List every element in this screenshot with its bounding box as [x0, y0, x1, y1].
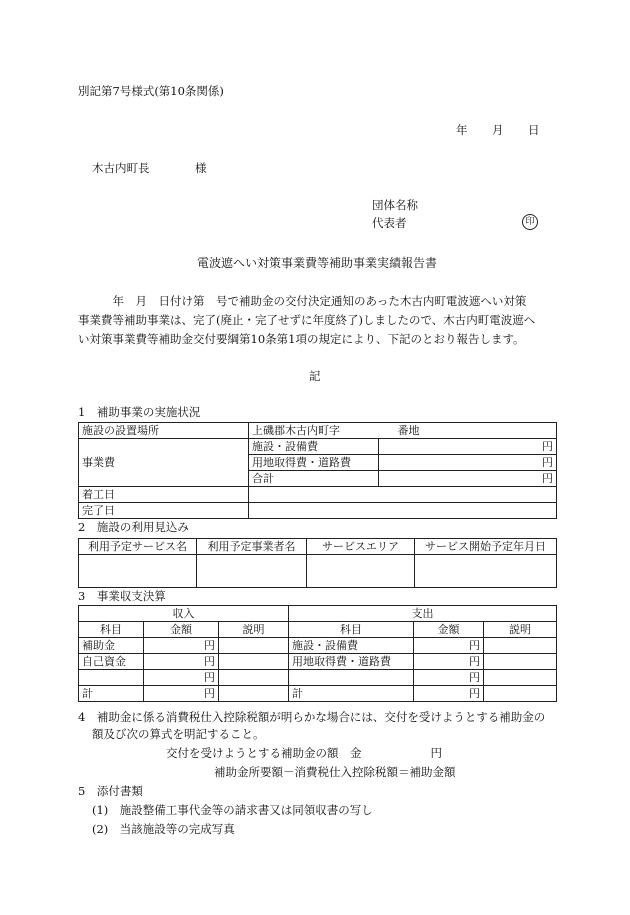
org-name-label: 団体名称: [372, 198, 418, 212]
body-line: 事業費等補助事業は、完了(廃止・完了せずに年度終了)しましたので、木古内町電波遮へ: [78, 313, 536, 327]
table-cell: [79, 555, 197, 588]
expense-desc: [484, 670, 557, 686]
expense-desc: [484, 638, 557, 654]
table-row: [79, 539, 557, 555]
body-line: い対策事業費等補助金交付要綱第10条第1項の規定により、下記のとおり報告します。: [78, 332, 525, 346]
table-row: [79, 487, 557, 503]
formula-amount: 交付を受けようとする補助金の額 金 円: [166, 746, 442, 760]
table-row: [79, 555, 557, 588]
expense-yen: 円: [414, 670, 484, 686]
income-total-label: 計: [79, 686, 144, 702]
column-header: 利用予定事業者名: [197, 539, 307, 555]
column-header: 金額: [144, 622, 219, 638]
income-desc: [219, 638, 289, 654]
table-cell: [307, 555, 415, 588]
formula-expression: 補助金所要額－消費税仕入控除税額＝補助金額: [214, 765, 456, 779]
table-cell: [197, 555, 307, 588]
table-row: [79, 638, 557, 654]
table-cell: [415, 555, 557, 588]
column-header: 科目: [79, 622, 144, 638]
section2-heading: 2 施設の利用見込み: [78, 520, 189, 534]
expense-yen: 円: [414, 638, 484, 654]
expense-item: [289, 670, 414, 686]
column-header: 金額: [414, 622, 484, 638]
column-header: 利用予定サービス名: [79, 539, 197, 555]
table-row: [79, 423, 557, 439]
expense-total-label: 計: [289, 686, 414, 702]
table-row: [79, 503, 557, 519]
income-desc: [219, 654, 289, 670]
location-value: [249, 423, 557, 439]
start-date-value: [249, 487, 557, 503]
table-row: [79, 439, 557, 455]
document-title: 電波遮へい対策事業費等補助事業実績報告書: [197, 256, 438, 270]
addressee-suffix: 様: [195, 161, 207, 175]
column-header: 科目: [289, 622, 414, 638]
cost-item: 用地取得費・道路費: [249, 455, 379, 471]
body-paragraph: [78, 292, 558, 349]
section4-line2: 額及び次の算式を明記すること。: [92, 727, 265, 741]
end-date-value: [249, 503, 557, 519]
income-yen: 円: [144, 638, 219, 654]
column-header: サービス開始予定年月日: [415, 539, 557, 555]
ki-marker: 記: [309, 369, 321, 383]
cost-yen: 円: [379, 471, 557, 487]
end-date-label: 完了日: [79, 503, 249, 519]
budget-table: [78, 605, 557, 702]
attachment-item: (2) 当該施設等の完成写真: [92, 822, 235, 836]
expense-desc: [484, 654, 557, 670]
date-day: 日: [528, 123, 540, 137]
cost-label: 事業費: [79, 439, 249, 487]
start-date-label: 着工日: [79, 487, 249, 503]
income-item: [79, 670, 144, 686]
income-item: 自己資金: [79, 654, 144, 670]
date-month: 月: [492, 123, 504, 137]
income-desc: [219, 670, 289, 686]
section3-heading: 3 事業収支決算: [78, 589, 166, 603]
column-header: サービスエリア: [307, 539, 415, 555]
income-desc: [219, 686, 289, 702]
expense-total-yen: 円: [414, 686, 484, 702]
income-yen: 円: [144, 654, 219, 670]
column-header: 説明: [219, 622, 289, 638]
representative-label: 代表者: [372, 216, 407, 230]
usage-table: [78, 538, 557, 588]
cost-yen: 円: [379, 439, 557, 455]
form-label: 別記第7号様式(第10条関係): [78, 84, 224, 98]
seal-mark: 印: [522, 214, 538, 230]
table-row: [79, 622, 557, 638]
expense-item: 施設・設備費: [289, 638, 414, 654]
location-suffix: 番地: [397, 424, 420, 437]
income-yen: 円: [144, 670, 219, 686]
section4-line1: 4 補助金に係る消費税仕入控除税額が明らかな場合には、交付を受けようとする補助金の: [78, 710, 546, 724]
attachment-item: (1) 施設整備工事代金等の請求書又は同領収書の写し: [92, 803, 373, 817]
column-header: 説明: [484, 622, 557, 638]
section1-heading: 1 補助事業の実施状況: [78, 405, 201, 419]
expense-header: 支出: [289, 606, 557, 622]
body-line: 年 月 日付け第 号で補助金の交付決定通知のあった木古内町電波遮へい対策: [78, 294, 527, 308]
date-year: 年: [456, 123, 468, 137]
addressee: 木古内町長: [92, 161, 150, 175]
table-row: [79, 654, 557, 670]
expense-desc: [484, 686, 557, 702]
implementation-table: [78, 422, 557, 519]
income-item: 補助金: [79, 638, 144, 654]
section5-heading: 5 添付書類: [78, 784, 143, 798]
table-row: [79, 606, 557, 622]
income-total-yen: 円: [144, 686, 219, 702]
cost-item: 施設・設備費: [249, 439, 379, 455]
expense-item: 用地取得費・道路費: [289, 654, 414, 670]
cost-item: 合計: [249, 471, 379, 487]
location-label: 施設の設置場所: [79, 423, 249, 439]
cost-yen: 円: [379, 455, 557, 471]
income-header: 収入: [79, 606, 289, 622]
table-row: [79, 686, 557, 702]
location-prefix: 上磯郡木古内町字: [252, 424, 340, 437]
expense-yen: 円: [414, 654, 484, 670]
table-row: [79, 670, 557, 686]
